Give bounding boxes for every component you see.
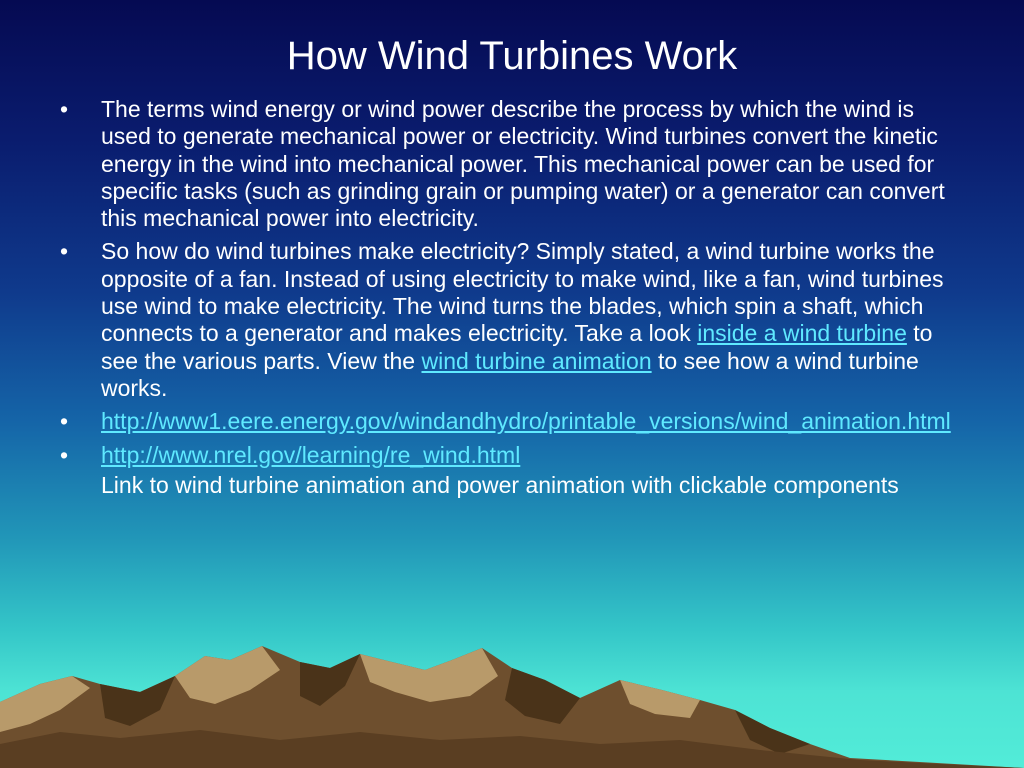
- bullet-paragraph-4: [60, 442, 960, 469]
- paragraph-2-text-part-3: to see how a wind turbine works.: [101, 347, 919, 401]
- bullet-paragraph-3: [60, 408, 960, 435]
- paragraph-2-text-part-2: to see the various parts. View the: [101, 320, 933, 374]
- bullet-marker: •: [60, 408, 69, 435]
- bullet-paragraph-2: [60, 238, 960, 402]
- bullet-paragraph-1: [60, 96, 960, 232]
- link-description-text: Link to wind turbine animation and power animation with clickable components: [101, 471, 899, 498]
- wind-turbine-animation-link[interactable]: wind turbine animation: [421, 347, 652, 374]
- bullet-marker: •: [60, 441, 69, 468]
- inside-wind-turbine-link[interactable]: inside a wind turbine: [697, 320, 907, 347]
- slide-title: How Wind Turbines Work: [286, 34, 738, 78]
- nrel-wind-url-link[interactable]: http://www.nrel.gov/learning/re_wind.html: [101, 441, 521, 468]
- mountain-range-decoration: [0, 640, 1024, 768]
- slide-body: [60, 96, 960, 505]
- paragraph-1-text: The terms wind energy or wind power describe the process by which the wind is used to generate mechanical power or electricity. Wind turbines convert the kinetic energy in the wind into mechanical power. This mechanical power can be used for specific tasks (such as grinding grain or pumping water) or a generator can convert this mechanical power into electricity.: [101, 96, 945, 232]
- paragraph-2-text-part-1: So how do wind turbines make electricity? Simply stated, a wind turbine works the opposite of a fan. Instead of using electricity to make wind, like a fan, wind turbines use wind to make electricity. The wind turns the blades, which spin a shaft, which connects to a generator and makes electricity. Take a look: [101, 238, 944, 347]
- eere-wind-animation-url-link[interactable]: http://www1.eere.energy.gov/windandhydro/printable_versions/wind_animation.html: [101, 408, 951, 435]
- bullet-marker: •: [60, 238, 69, 265]
- sub-paragraph-link-description: [60, 472, 960, 499]
- bullet-marker: •: [60, 96, 69, 122]
